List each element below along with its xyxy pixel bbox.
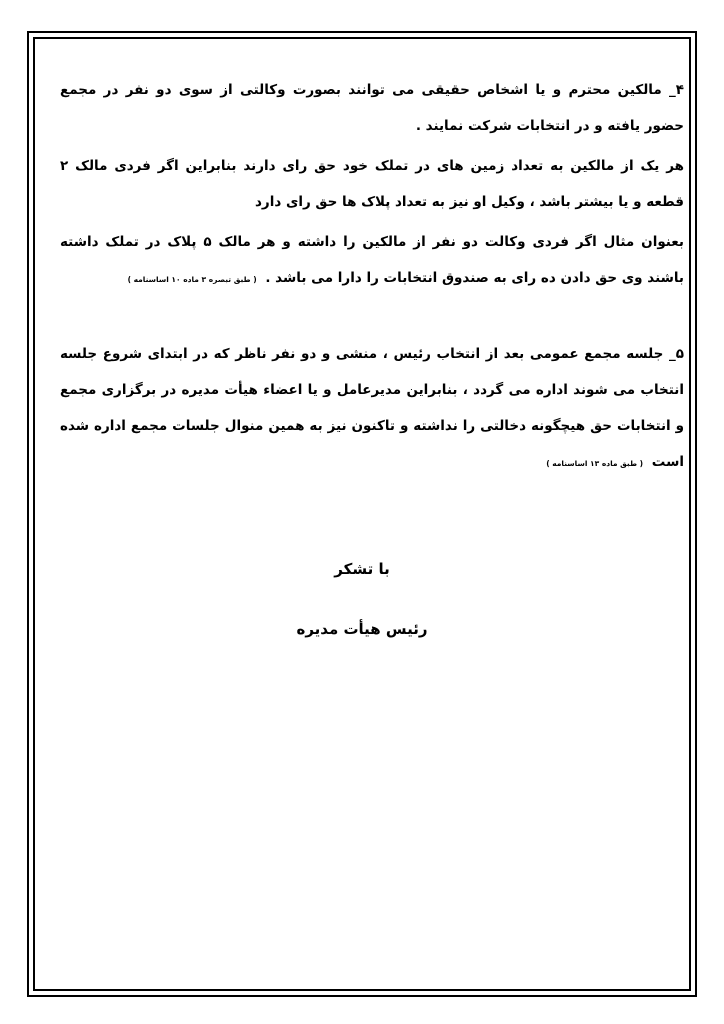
paragraph-text: بعنوان مثال اگر فردی وکالت دو نفر از مالکین را داشته و هر مالک ۵ پلاک در تملک داشته باشند وی حق دادن ده رای به صندوق انتخابات را دارا می باشد . [60, 234, 684, 286]
signature-title: رئیس هیأت مدیره [296, 620, 428, 638]
statute-reference: ( طبق ماده ۱۳ اساسنامه ) [546, 459, 644, 468]
statute-reference: ( طبق تبصره ۳ ماده ۱۰ اساسنامه ) [127, 275, 257, 284]
closing-thanks: با تشکر [334, 560, 390, 578]
paragraph-voting-rights [60, 148, 684, 220]
paragraph-text: ۴_ مالکین محترم و یا اشخاص حقیقی می توانند بصورت وکالتی از سوی دو نفر در مجمع حضور یافته و در انتخابات شرکت نمایند . [60, 82, 684, 134]
document-body [60, 72, 684, 482]
paragraph-item-5-session [60, 336, 684, 482]
paragraph-text: ۵_ جلسه مجمع عمومی بعد از انتخاب رئیس ، منشی و دو نفر ناظر که در ابتدای شروع جلسه انتخاب می شوند اداره می گردد ، بنابراین مدیرعامل و یا اعضاء هیأت مدیره در برگزاری مجمع و انتخابات حق هیچگونه دخالتی را نداشته و تاکنون نیز به همین منوال جلسات مجمع اداره شده است [60, 346, 684, 470]
paragraph-text: هر یک از مالکین به تعداد زمین های در تملک خود حق رای دارند بنابراین اگر فردی مالک ۲ قطعه و یا بیشتر باشد ، وکیل او نیز به تعداد پلاک ها حق رای دارد [60, 158, 684, 210]
paragraph-example [60, 224, 684, 298]
paragraph-item-4-proxy [60, 72, 684, 144]
